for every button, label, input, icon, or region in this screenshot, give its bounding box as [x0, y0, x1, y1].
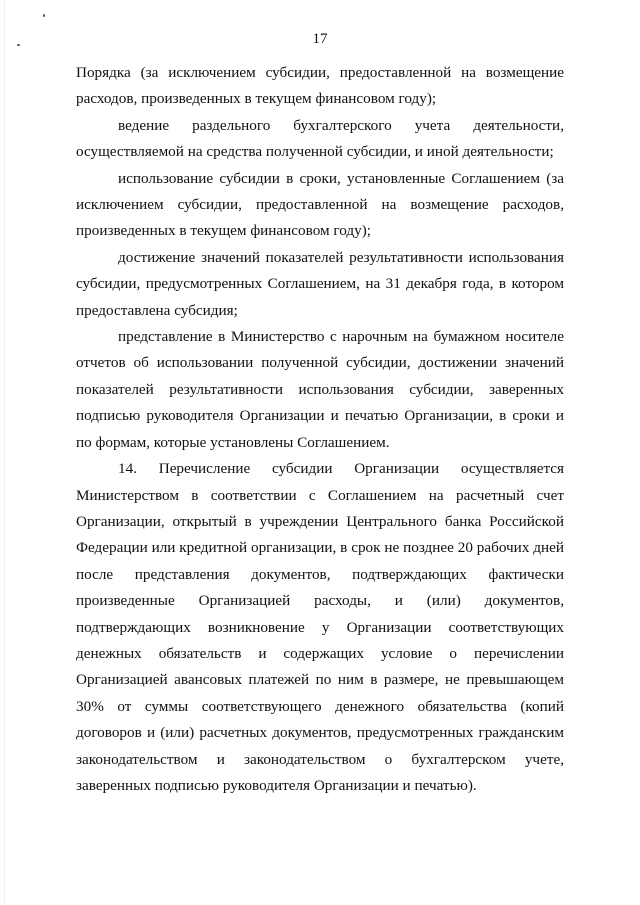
scan-margin-line [4, 0, 5, 905]
paragraph-performance-indicators: достижение значений показателей результативности использования субсидии, предусмотренных Соглашением, на 31 декабря года, в котором предоставлена субсидия; [76, 248, 564, 319]
page-number: 17 [312, 31, 328, 47]
paragraph-continuation: Порядка (за исключением субсидии, предоставленной на возмещение расходов, произведенных в текущем финансовом году); [76, 64, 564, 108]
scan-speck [43, 14, 45, 17]
document-body [76, 60, 564, 799]
paragraph-use-of-subsidy: использование субсидии в сроки, установленные Соглашением (за исключением субсидии, предоставленной на возмещение расходов, произведенных в текущем финансовом году); [76, 169, 564, 240]
paragraph-separate-accounting: ведение раздельного бухгалтерского учета деятельности, осуществляемой на средства полученной субсидии, и иной деятельности; [76, 116, 564, 161]
paragraph-item-14: 14. Перечисление субсидии Организации осуществляется Министерством в соответствии с Соглашением на расчетный счет Организации, открытый в учреждении Центрального банка Российской Федерации или кредитной организации, в срок не позднее 20 рабочих дней после представления документов, подтверждающих фактически произведенные Организацией расходы, и (или) документов, подтверждающих возникновение у Организации соответствующих денежных обязательств и содержащих условие о перечислении Организацией авансовых платежей по ним в размере, не превышающем 30% от суммы соответствующего денежного обязательства (копий договоров и (или) расчетных документов, предусмотренных гражданским законодательством и законодательством о бухгалтерском учете, заверенных подписью руководителя Организации и печатью). [76, 460, 564, 794]
paragraph-reporting: представление в Министерство с нарочным на бумажном носителе отчетов об использовании полученной субсидии, достижении значений показателей результативности использования субсидии, заверенных подписью руководителя Организации и печатью Организации, в сроки и по формам, которые установлены Соглашением. [76, 328, 564, 451]
